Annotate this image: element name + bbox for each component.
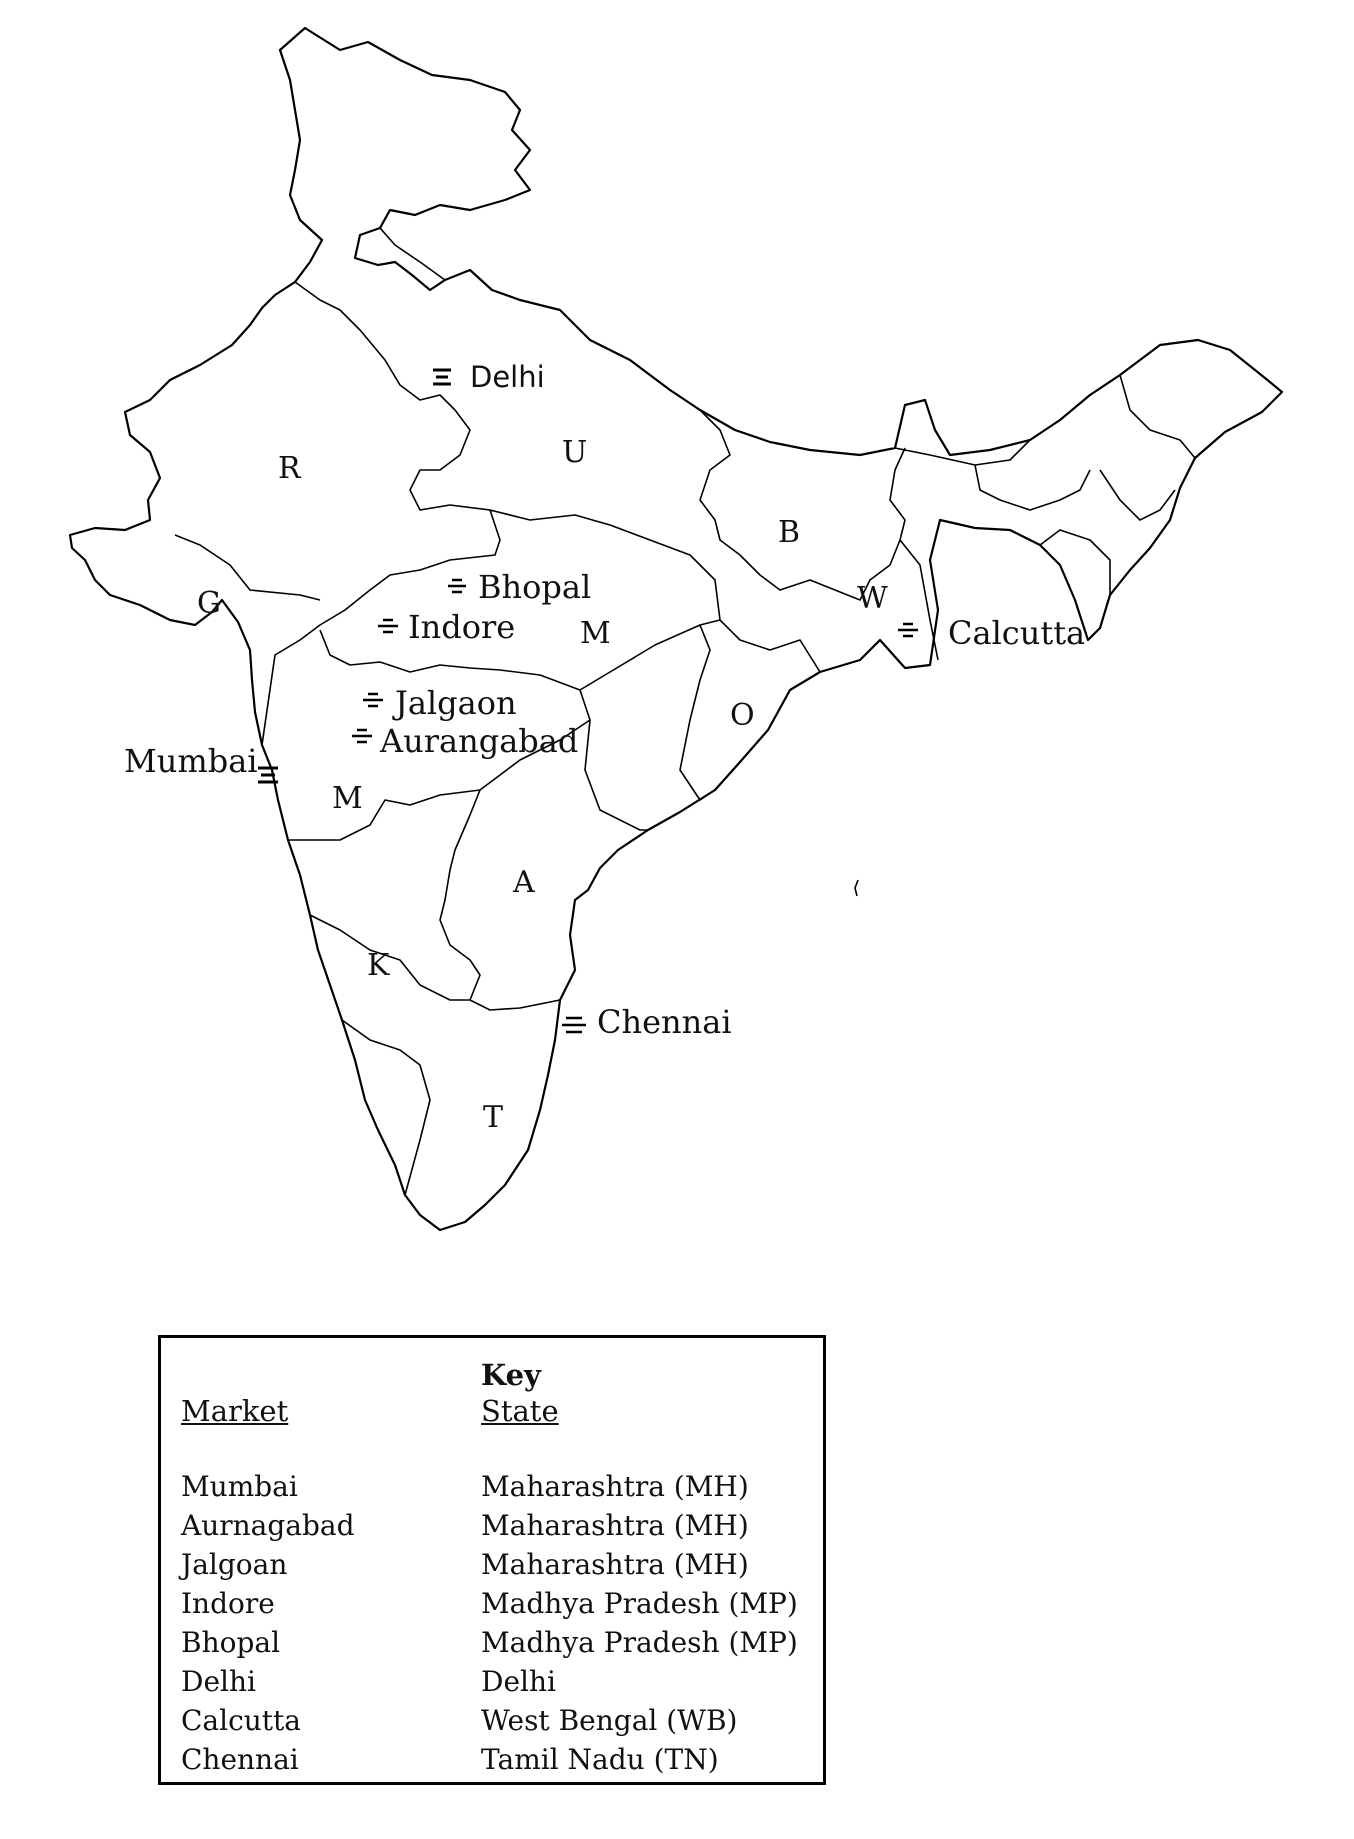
island-marks <box>855 880 858 896</box>
market-marker-delhi <box>433 370 451 384</box>
key-market-header: Market <box>181 1394 289 1428</box>
market-label-bhopal: Bhopal <box>478 568 592 606</box>
key-state: Madhya Pradesh (MP) <box>481 1587 798 1620</box>
market-label-chennai: Chennai <box>597 1003 732 1041</box>
market-label-mumbai: Mumbai <box>124 742 258 780</box>
market-label-calcutta: Calcutta <box>948 614 1086 652</box>
key-market: Calcutta <box>181 1704 301 1737</box>
state-letter-gujarat: G <box>197 586 221 621</box>
key-row <box>181 1509 811 1548</box>
market-label-indore: Indore <box>408 608 516 646</box>
key-title: Key <box>481 1358 541 1392</box>
state-letter-madhya-pradesh: M <box>580 616 611 651</box>
key-market: Delhi <box>181 1665 256 1698</box>
key-market: Mumbai <box>181 1470 298 1503</box>
key-state: Madhya Pradesh (MP) <box>481 1626 798 1659</box>
key-row <box>181 1470 811 1509</box>
key-state-header: State <box>481 1394 559 1428</box>
key-row <box>181 1626 811 1665</box>
state-letter-tamil-nadu: T <box>483 1100 504 1135</box>
state-letter-west-bengal: W <box>857 581 888 616</box>
key-rows <box>181 1470 811 1782</box>
market-marker-jalgaon <box>363 694 383 706</box>
map-key <box>158 1335 826 1785</box>
state-letter-karnataka: K <box>367 948 390 983</box>
market-marker-indore <box>378 620 398 632</box>
key-row <box>181 1704 811 1743</box>
state-borders <box>175 228 1195 1195</box>
key-row <box>181 1548 811 1587</box>
key-market: Bhopal <box>181 1626 281 1659</box>
state-letter-rajasthan: R <box>278 451 301 486</box>
key-state: Maharashtra (MH) <box>481 1470 749 1503</box>
key-market: Indore <box>181 1587 275 1620</box>
key-market: Chennai <box>181 1743 299 1776</box>
market-label-delhi: Delhi <box>470 360 545 394</box>
state-letter-maharashtra: M <box>332 781 363 816</box>
key-state: Tamil Nadu (TN) <box>481 1743 719 1776</box>
key-state: Maharashtra (MH) <box>481 1509 749 1542</box>
key-market: Jalgoan <box>181 1548 288 1581</box>
state-letter-bihar: B <box>778 515 801 550</box>
state-letter-andhra-pradesh: A <box>513 865 535 900</box>
state-letter-orissa: O <box>730 698 755 733</box>
key-row <box>181 1743 811 1782</box>
key-state: West Bengal (WB) <box>481 1704 738 1737</box>
state-letter-uttar-pradesh: U <box>562 435 588 470</box>
market-marker-calcutta <box>898 624 918 636</box>
market-marker-aurangabad <box>352 730 372 742</box>
key-row <box>181 1587 811 1626</box>
india-outline <box>70 28 1282 1230</box>
market-marker-chennai <box>562 1018 586 1032</box>
market-marker-bhopal <box>448 580 466 592</box>
key-market: Aurnagabad <box>181 1509 355 1542</box>
key-state: Maharashtra (MH) <box>481 1548 749 1581</box>
market-label-jalgaon: Jalgaon <box>395 684 517 722</box>
key-row <box>181 1665 811 1704</box>
market-label-aurangabad: Aurangabad <box>380 722 579 760</box>
key-state: Delhi <box>481 1665 556 1698</box>
